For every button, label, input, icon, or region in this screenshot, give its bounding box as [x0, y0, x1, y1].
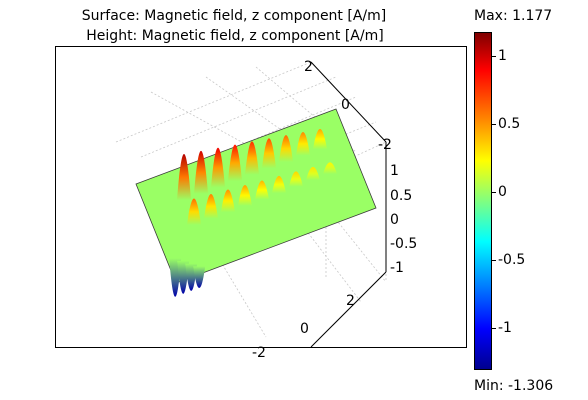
x-tick-label: -2 [252, 345, 266, 361]
colorbar-tick [492, 56, 496, 57]
z-tick-label: -0.5 [390, 236, 418, 252]
colorbar-tick [492, 260, 496, 261]
z-tick-label: 1 [390, 163, 399, 179]
surface-peak [177, 154, 191, 200]
x-tick-label: 2 [346, 293, 355, 309]
colorbar-tick-label: -0.5 [498, 252, 526, 268]
surface-peak [194, 151, 208, 194]
colorbar [474, 32, 492, 370]
title-line-height: Height: Magnetic field, z component [A/m] [86, 28, 384, 44]
title-line-surface: Surface: Magnetic field, z component [A/m] [81, 8, 387, 24]
colorbar-tick [492, 328, 496, 329]
y-tick-label: 2 [304, 59, 313, 75]
z-tick-label: 0 [390, 212, 399, 228]
y-tick-label: 0 [341, 97, 350, 113]
colorbar-tick [492, 192, 496, 193]
plot-area[interactable] [55, 46, 467, 361]
colorbar-tick-label: 0.5 [498, 116, 521, 132]
colorbar-tick [492, 124, 496, 125]
colorbar-max-label: Max: 1.177 [474, 8, 553, 24]
x-axis-line [311, 272, 386, 347]
colorbar-tick-label: 1 [498, 48, 507, 64]
colorbar-tick-label: -1 [498, 320, 512, 336]
surface-plot-canvas[interactable] [56, 47, 468, 361]
x-tick-label: 0 [300, 321, 309, 337]
z-tick-label: 0.5 [390, 188, 413, 204]
colorbar-tick-label: 0 [498, 184, 507, 200]
y-tick-label: -2 [378, 137, 392, 153]
surface-trough [193, 266, 205, 288]
colorbar-min-label: Min: -1.306 [474, 378, 554, 394]
z-tick-label: -1 [390, 260, 404, 276]
